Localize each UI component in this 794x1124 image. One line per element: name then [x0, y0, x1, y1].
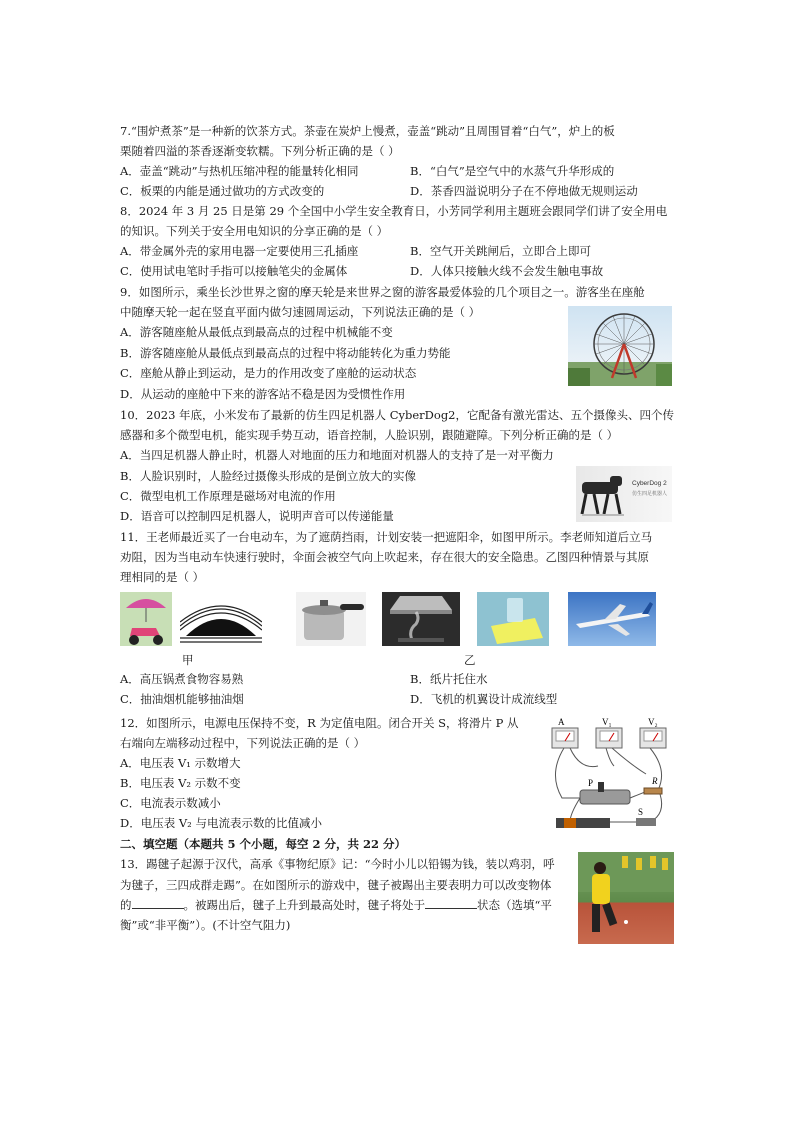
q7-stem-line2: 栗随着四溢的茶香逐渐变软糯。下列分析正确的是（ ） — [120, 144, 400, 158]
figure-caption-jia: 甲 — [182, 653, 194, 667]
range-hood-image — [382, 592, 460, 646]
q11-option-b: B．纸片托住水 — [410, 672, 488, 686]
q10-option-a: A．当四足机器人静止时，机器人对地面的压力和地面对机器人的支持了是一对平衡力 — [120, 448, 554, 462]
robot-brand-label: CyberDog 2 — [632, 480, 667, 487]
q11-option-a: A．高压锅煮食物容易熟 — [120, 672, 244, 686]
scooter-umbrella-photo — [120, 592, 172, 646]
q7-option-a: A．壶盖“跳动”与热机压缩冲程的能量转化相同 — [120, 164, 359, 178]
q13-stem-line1: 13．踢毽子起源于汉代，高承《事物纪原》记：“今时小儿以铅锡为钱，装以鸡羽，呼 — [120, 857, 555, 871]
q11-option-d: D．飞机的机翼设计成流线型 — [410, 692, 558, 706]
q12-option-a: A．电压表 V₁ 示数增大 — [120, 756, 241, 770]
airplane-photo — [568, 592, 656, 646]
switch-s-label: S — [638, 807, 644, 817]
q11-stem-line2: 劝阻，因为当电动车快速行驶时，伞面会被空气向上吹起来，存在很大的安全隐患。乙图四种情景与其原 — [120, 550, 649, 564]
q12-stem-line2: 右端向左端移动过程中，下列说法正确的是（ ） — [120, 736, 366, 750]
q7-option-d: D．茶香四溢说明分子在不停地做无规则运动 — [410, 184, 638, 198]
range-hood-photo — [382, 592, 460, 646]
q12-option-c: C．电流表示数减小 — [120, 796, 221, 810]
q7-option-c: C．板栗的内能是通过做功的方式改变的 — [120, 184, 325, 198]
q9-option-d: D．从运动的座舱中下来的游客站不稳是因为受惯性作用 — [120, 387, 406, 401]
q7-stem-line1: 7.“围炉煮茶”是一种新的饮茶方式。茶壶在炭炉上慢煮，壶盖“跳动”且周围冒着“白气”，炉上的板 — [120, 124, 615, 138]
q13-stem-line3 — [120, 898, 552, 912]
q9-option-a: A．游客随座舱从最低点到最高点的过程中机械能不变 — [120, 325, 393, 339]
airflow-diagram — [180, 604, 262, 644]
section-2-heading: 二、填空题（本题共 5 个小题，每空 2 分，共 22 分） — [120, 837, 407, 851]
q9-stem-line2: 中随摩天轮一起在竖直平面内做匀速圆周运动，下列说法正确的是（ ） — [120, 305, 481, 319]
q11-stem-line3: 理相同的是（ ） — [120, 570, 205, 584]
shuttlecock-kicking-photo — [578, 852, 674, 944]
robot-brand-sub: 仿生四足机器人 — [632, 491, 668, 497]
q10-option-b: B．人脸识别时，人脸经过摄像头形成的是倒立放大的实像 — [120, 469, 416, 483]
ferris-wheel-photo — [568, 306, 672, 386]
q10-stem-line1: 10．2023 年底，小米发布了最新的仿生四足机器人 CyberDog2，它配备有激光雷达、五个摄像头、四个传 — [120, 408, 674, 422]
voltmeter-v1-label: V₁ — [602, 717, 612, 727]
q12-option-b: B．电压表 V₂ 示数不变 — [120, 776, 241, 790]
q13-blank-2[interactable] — [425, 898, 477, 909]
q8-option-d: D．人体只接触火线不会发生触电事故 — [410, 264, 604, 278]
q8-option-b: B．空气开关跳闸后，立即合上即可 — [410, 244, 591, 258]
q10-stem-line2: 感器和多个微型电机，能实现手势互动，语音控制，人脸识别，跟随避障。下列分析正确的是（ ） — [120, 428, 619, 442]
paper-water-photo — [477, 592, 549, 646]
scooter-umbrella-image — [120, 592, 172, 646]
circuit-image — [540, 714, 674, 832]
q11-option-c: C．抽油烟机能够抽油烟 — [120, 692, 244, 706]
q9-stem-line1: 9．如图所示，乘坐长沙世界之窗的摩天轮是来世界之窗的游客最爱体验的几个项目之一。游客坐在座舱 — [120, 285, 645, 299]
q8-stem-line2: 的知识。下列关于安全用电知识的分享正确的是（ ） — [120, 224, 389, 238]
ammeter-label: A — [558, 717, 565, 727]
figure-caption-yi: 乙 — [464, 653, 476, 667]
q11-stem-line1: 11．王老师最近买了一台电动车，为了遮荫挡雨，计划安装一把遮阳伞，如图甲所示。李老师知道后立马 — [120, 530, 653, 544]
shuttlecock-kicking-image — [578, 852, 674, 944]
q12-option-d: D．电压表 V₂ 与电流表示数的比值减小 — [120, 816, 322, 830]
q13-stem-line4: 衡”或“非平衡”）。(不计空气阻力) — [120, 918, 291, 932]
q13-stem-line2: 为毽子，三四成群走踢”。在如图所示的游戏中，毽子被踢出主要表明力可以改变物体 — [120, 878, 552, 892]
q13-line3-part1: 的 — [120, 898, 132, 912]
q8-stem-line1: 8．2024 年 3 月 25 日是第 29 个全国中小学生安全教育日，小芳同学利用主题班会跟同学们讲了安全用电 — [120, 204, 668, 218]
voltmeter-v2-label: V₂ — [648, 717, 658, 727]
q10-option-c: C．微型电机工作原理是磁场对电流的作用 — [120, 489, 336, 503]
q13-line3-part2: 。被踢出后，毽子上升到最高处时，毽子将处于 — [183, 898, 425, 912]
q8-option-c: C．使用试电笔时手指可以接触笔尖的金属体 — [120, 264, 348, 278]
q9-option-b: B．游客随座舱从最低点到最高点的过程中将动能转化为重力势能 — [120, 346, 451, 360]
q9-option-c: C．座舱从静止到运动，是力的作用改变了座舱的运动状态 — [120, 366, 417, 380]
q8-option-a: A．带金属外壳的家用电器一定要使用三孔插座 — [120, 244, 359, 258]
pressure-cooker-image — [296, 592, 366, 646]
resistor-r-label: R — [652, 776, 658, 786]
pressure-cooker-photo — [296, 592, 366, 646]
circuit-diagram — [540, 714, 674, 832]
q7-option-b: B．“白气”是空气中的水蒸气升华形成的 — [410, 164, 615, 178]
q13-line3-part3: 状态（选填“平 — [477, 898, 552, 912]
ferris-wheel-image — [568, 306, 672, 386]
paper-holding-water-image — [477, 592, 549, 646]
umbrella-airflow-image — [180, 604, 262, 644]
q13-blank-1[interactable] — [132, 898, 184, 909]
airplane-image — [568, 592, 656, 646]
q12-stem-line1: 12．如图所示，电源电压保持不变，R 为定值电阻。闭合开关 S，将滑片 P 从 — [120, 716, 519, 730]
q10-option-d: D．语音可以控制四足机器人，说明声音可以传递能量 — [120, 509, 394, 523]
slider-p-label: P — [588, 778, 594, 788]
cyberdog-photo — [576, 466, 672, 522]
